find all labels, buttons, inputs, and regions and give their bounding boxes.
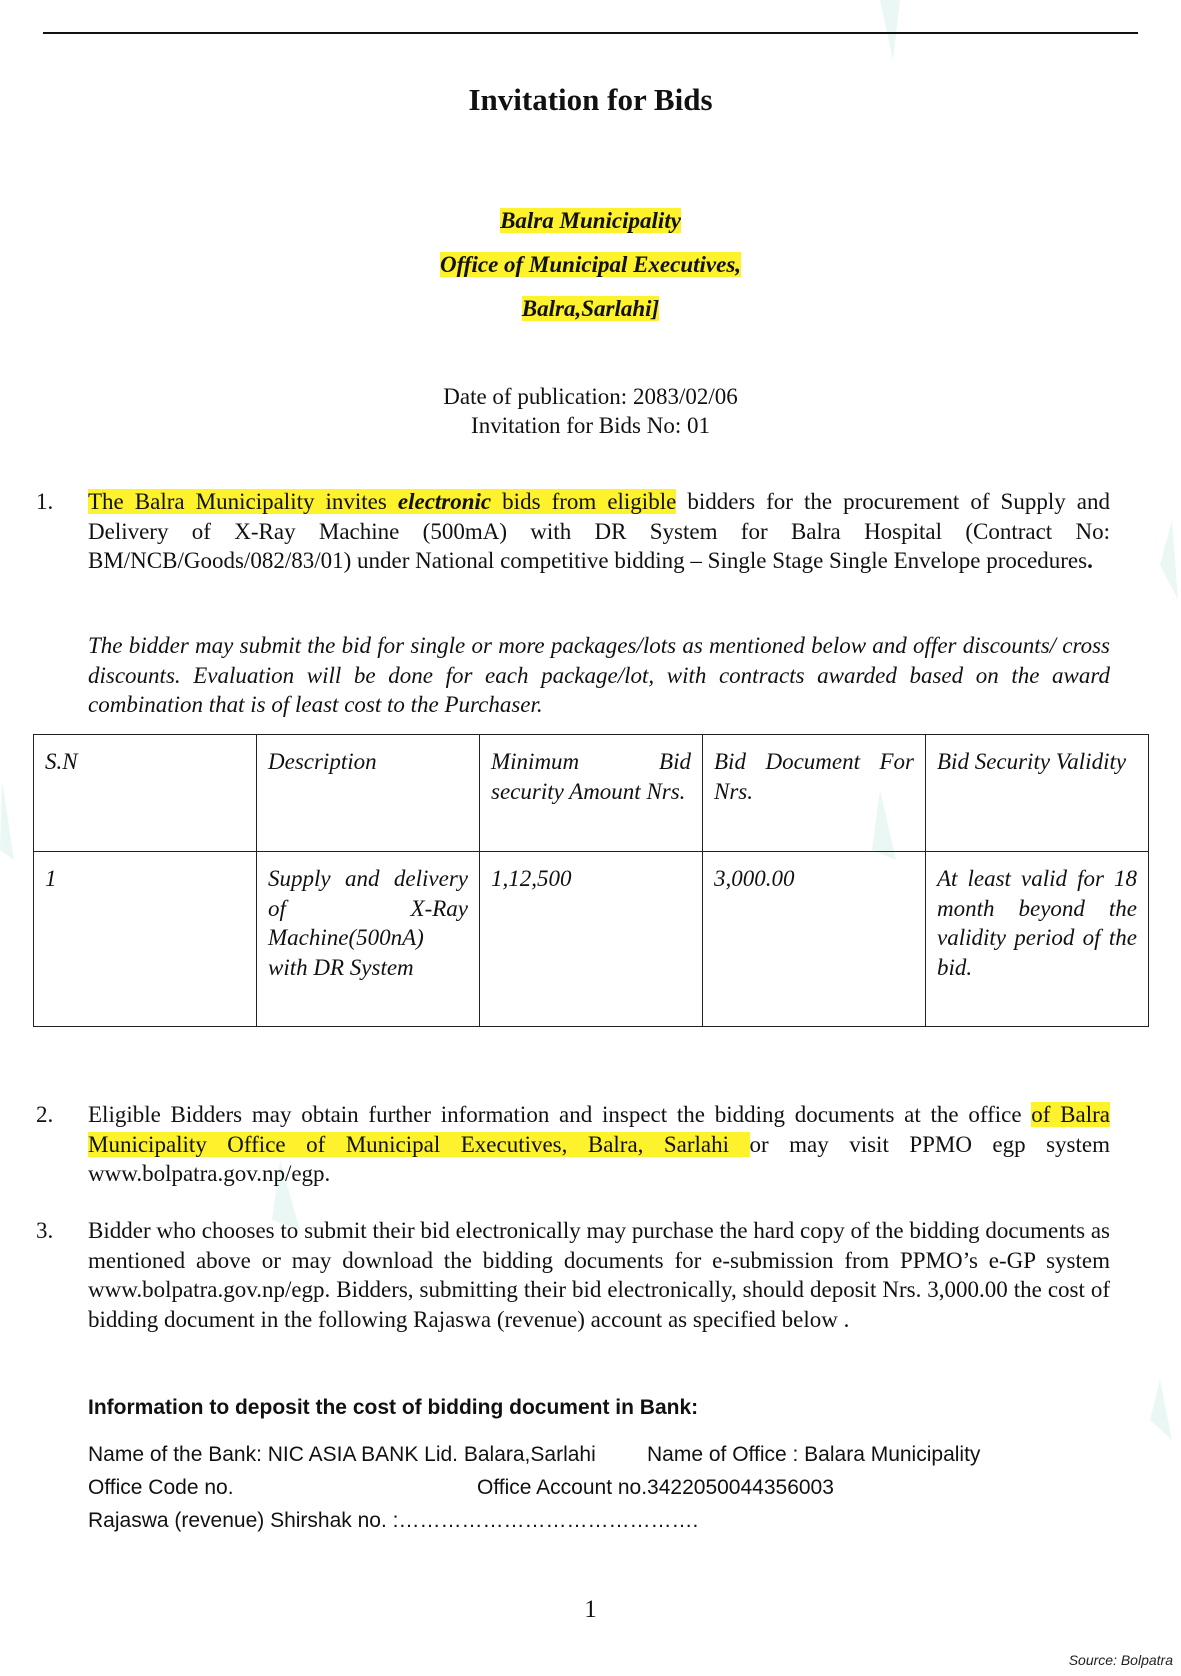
item-2-number: 2.: [36, 1102, 54, 1127]
org-name: Balra Municipality: [500, 208, 681, 233]
office-code: Office Code no.: [88, 1476, 234, 1499]
bank-info-heading: Information to deposit the cost of bidding document in Bank:: [88, 1396, 699, 1419]
header-bid-document-fee: Bid Document For Nrs.: [703, 735, 926, 852]
header-description: Description: [257, 735, 480, 852]
table-row: [34, 852, 1149, 1027]
top-rule: [43, 32, 1138, 34]
publication-date: Date of publication: 2083/02/06: [443, 384, 738, 409]
cell-bid-document-fee: 3,000.00: [703, 852, 926, 1027]
item-1-note: The bidder may submit the bid for single or more packages/lots as mentioned below and offer discounts/ cross discounts. Evaluation will be done for each package/lot, with contracts awarded based on the award combination that is of least cost to the Purchaser.: [88, 633, 1110, 717]
item-2-text: Eligible Bidders may obtain further information and inspect the bidding documents at the office of Balra Municipality Office of Municipal Executives, Balra, Sarlahi or may visit PPMO egp system www.bolpatra.gov.np/egp.: [88, 1102, 1110, 1186]
header-bid-security-validity: Bid Security Validity: [926, 735, 1149, 852]
table-header-row: [34, 735, 1149, 852]
bid-table: [33, 734, 1149, 1027]
item-3-text: Bidder who chooses to submit their bid electronically may purchase the hard copy of the bidding documents as mentioned above or may download the bidding documents for e-submission from PPMO’s e-GP system www.bolpatra.gov.np/egp. Bidders, submitting their bid electronically, should deposit Nrs. 3,000.00 the cost of bidding document in the following Rajaswa (revenue) account as specified below .: [88, 1218, 1110, 1332]
cell-sn: 1: [34, 852, 257, 1027]
cell-description: Supply and delivery of X-Ray Machine(500nA) with DR System: [257, 852, 480, 1027]
header-bid-security-amount: Minimum Bid security Amount Nrs.: [480, 735, 703, 852]
ifb-number: Invitation for Bids No: 01: [471, 413, 710, 438]
cell-bid-security-validity: At least valid for 18 month beyond the validity period of the bid.: [926, 852, 1149, 1027]
office-name: Name of Office : Balara Municipality: [647, 1443, 981, 1466]
revenue-shirshak-number: Rajaswa (revenue) Shirshak no. :…………………………………….: [88, 1509, 699, 1532]
page-number: 1: [584, 1596, 597, 1623]
org-location: Balra,Sarlahi]: [521, 296, 660, 321]
page-title: Invitation for Bids: [468, 82, 713, 117]
item-1-number: 1.: [36, 489, 54, 514]
source-credit: Source: Bolpatra: [1068, 1652, 1173, 1668]
bank-name: Name of the Bank: NIC ASIA BANK Lid. Balara,Sarlahi: [88, 1443, 596, 1466]
cell-bid-security-amount: 1,12,500: [480, 852, 703, 1027]
item-3-number: 3.: [36, 1218, 54, 1243]
item-1-text: The Balra Municipality invites electronic bids from eligible bidders for the procurement of Supply and Delivery of X-Ray Machine (500mA) with DR System for Balra Hospital (Contract No: BM/NCB/Goods/082/83/01) under National competitive bidding – Single Stage Single Envelope procedures.: [88, 489, 1110, 573]
office-account-number: Office Account no.3422050044356003: [477, 1476, 834, 1499]
org-office: Office of Municipal Executives,: [439, 252, 742, 277]
header-sn: S.N: [34, 735, 257, 852]
